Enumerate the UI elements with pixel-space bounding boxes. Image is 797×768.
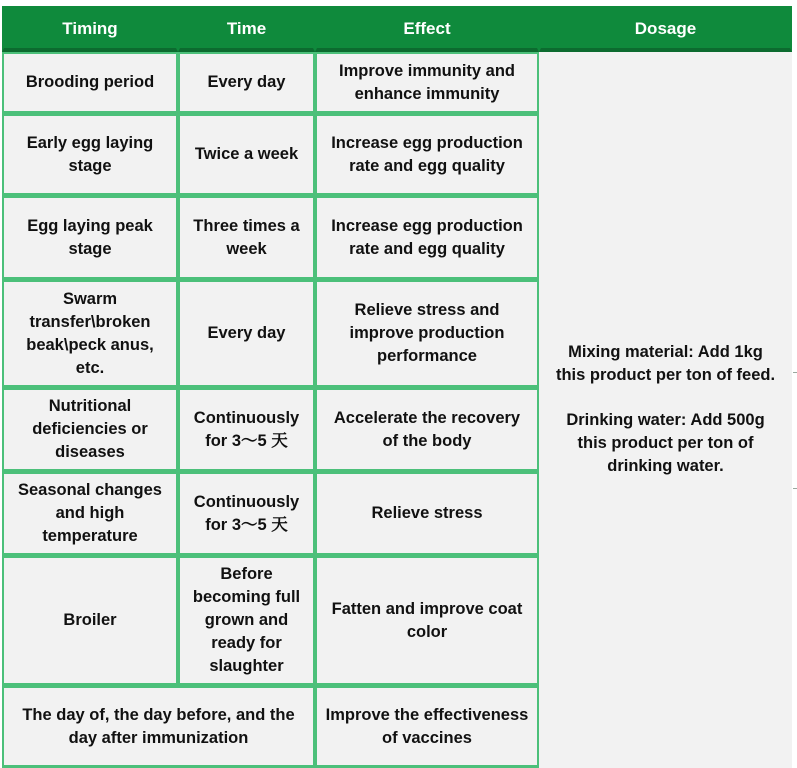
cell-timing: Broiler (2, 556, 178, 686)
cell-timing: Seasonal changes and high temperature (2, 472, 178, 556)
cell-effect: Relieve stress (315, 472, 539, 556)
cell-effect: Relieve stress and improve production performance (315, 280, 539, 388)
cell-timing: Early egg laying stage (2, 114, 178, 196)
table-row (2, 52, 792, 114)
cell-timing: The day of, the day before, and the day after immunization (2, 686, 315, 768)
cell-time: Every day (178, 52, 315, 114)
cell-time: Twice a week (178, 114, 315, 196)
dosage-table (2, 6, 792, 768)
header-timing: Timing (2, 6, 178, 52)
cell-time: Before becoming full grown and ready for slaughter (178, 556, 315, 686)
cell-effect: Increase egg production rate and egg quality (315, 114, 539, 196)
header-dosage: Dosage (539, 6, 792, 52)
cell-effect: Improve immunity and enhance immunity (315, 52, 539, 114)
cell-timing: Nutritional deficiencies or diseases (2, 388, 178, 472)
divider (793, 488, 797, 489)
cell-time: Every day (178, 280, 315, 388)
cell-timing: Egg laying peak stage (2, 196, 178, 280)
cell-effect: Improve the effectiveness of vaccines (315, 686, 539, 768)
cell-timing: Swarm transfer\broken beak\peck anus, etc. (2, 280, 178, 388)
cell-dosage (539, 52, 792, 768)
dosage-water: Drinking water: Add 500g this product per ton of drinking water. (566, 411, 765, 475)
cell-time: Continuously for 3～5 天 (178, 472, 315, 556)
cell-effect: Accelerate the recovery of the body (315, 388, 539, 472)
cell-effect: Fatten and improve coat color (315, 556, 539, 686)
dosage-table-container (2, 6, 792, 768)
cell-time: Continuously for 3～5 天 (178, 388, 315, 472)
divider (793, 372, 797, 373)
dosage-mixing: Mixing material: Add 1kg this product per ton of feed. (555, 343, 776, 384)
cell-effect: Increase egg production rate and egg quality (315, 196, 539, 280)
header-time: Time (178, 6, 315, 52)
table-header-row (2, 6, 792, 52)
cell-time: Three times a week (178, 196, 315, 280)
cell-timing: Brooding period (2, 52, 178, 114)
header-effect: Effect (315, 6, 539, 52)
